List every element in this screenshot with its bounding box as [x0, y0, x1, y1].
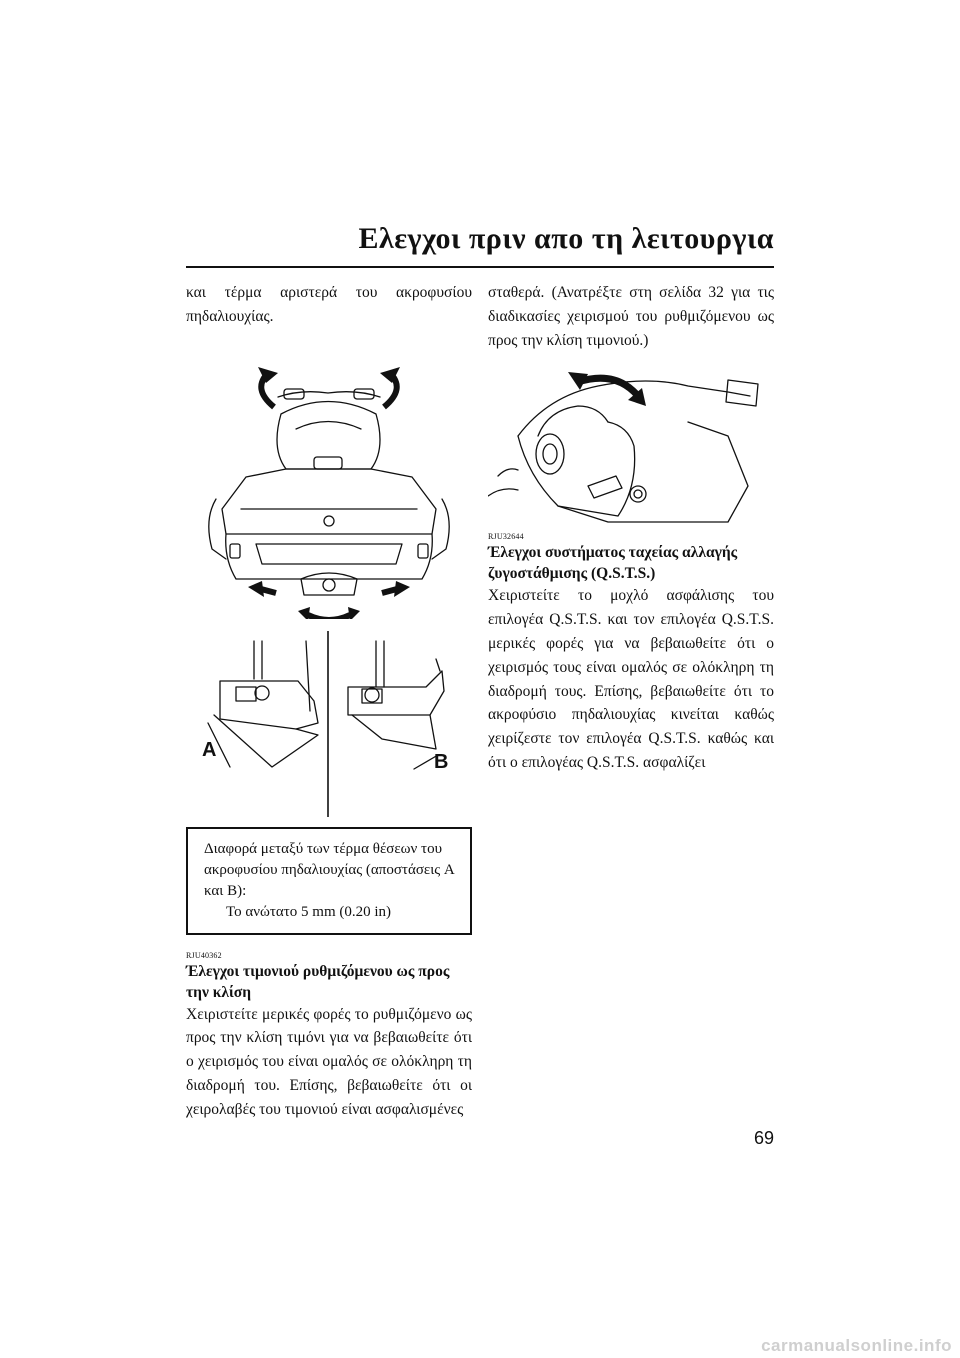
figure-label-b: B: [434, 750, 449, 773]
tilt-handlebar-drawing: [488, 366, 774, 526]
left-column: [186, 281, 472, 1122]
watercraft-rear-illustration: [186, 359, 472, 619]
watermark: carmanualsonline.info: [761, 1336, 952, 1355]
right-intro-text: σταθερά. (Ανατρέξτε στη σελίδα 32 για τις διαδικασίες χειρισμού του ρυθμιζόμενου ως προς την κλίση τιμονιού.): [488, 284, 774, 349]
note-value: Το ανώτατο 5 mm (0.20 in): [226, 903, 392, 920]
nozzle-positions-illustration: [186, 631, 472, 817]
tilt-handlebar-illustration: [488, 366, 774, 526]
section-body: Χειριστείτε μερικές φορές το ρυθμιζόμενο ως προς την κλίση τιμόνι για να βεβαιωθείτε ότι ο χειρισμός του είναι ομαλός σε ολόκληρη τη διαδρομή του. Επίσης, βεβαιωθείτε ότι οι χειρολαβές του τιμονιού είναι ασφαλισμένες: [186, 1005, 472, 1118]
page-number: 69: [753, 1128, 774, 1148]
right-column: [488, 281, 774, 775]
nozzle-distance-note: [186, 827, 472, 935]
qsts-section-code: RJU32644: [488, 532, 524, 542]
header-rule: [186, 266, 774, 268]
qsts-section-heading: Έλεγχοι συστήματος ταχείας αλλαγής ζυγοστάθμισης (Q.S.T.S.): [488, 544, 738, 583]
section-heading: Έλεγχοι τιμονιού ρυθμιζόμενου ως προς την κλίση: [186, 962, 450, 1001]
watercraft-rear-drawing: [186, 359, 472, 619]
figure-label-a: A: [202, 738, 217, 761]
page-header-title: Ελεγχοι πριν απο τη λειτουργια: [358, 222, 774, 255]
nozzle-positions-drawing: [186, 631, 472, 817]
note-text: Διαφορά μεταξύ των τέρμα θέσεων του ακροφυσίου πηδαλιουχίας (αποστάσεις A και B):: [204, 840, 454, 899]
qsts-section-body: Χειριστείτε το μοχλό ασφάλισης του επιλογέα Q.S.T.S. και τον επιλογέα Q.S.T.S. μερικές φορές για να βεβαιωθείτε ότι ο χειρισμός τους είναι ομαλός σε ολόκληρη τη διαδρομή τους. Επίσης, βεβαιωθείτε ότι το ακροφύσιο πηδαλιουχίας κινείται καθώς χειρίζεστε τον επιλογέα Q.S.T.S. καθώς και ότι ο επιλογέας Q.S.T.S. ασφαλίζει: [488, 587, 774, 771]
section-code: RJU40362: [186, 950, 222, 960]
left-intro-text: και τέρμα αριστερά του ακροφυσίου πηδαλιουχίας.: [186, 284, 472, 325]
